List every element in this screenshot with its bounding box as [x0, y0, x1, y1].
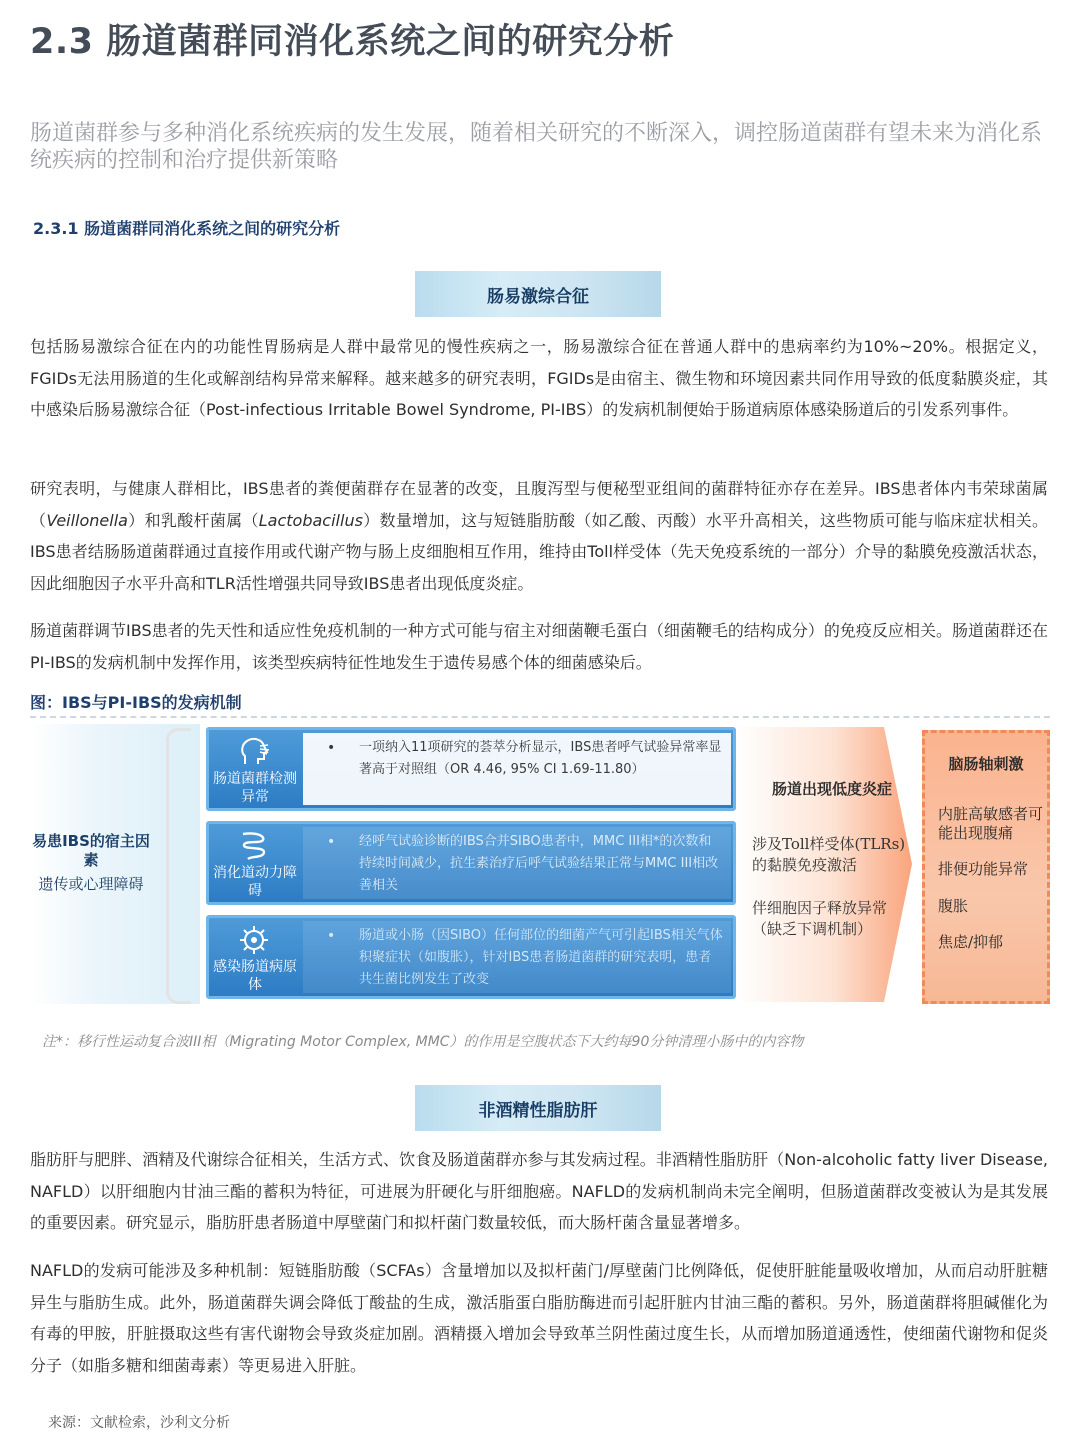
ibs-paragraph-3: 肠道菌群调节IBS患者的先天性和适应性免疫机制的一种方式可能与宿主对细菌鞭毛蛋白（细菌鞭毛的结构成分）的免疫反应相关。肠道菌群还在PI-IBS的发病机制中发挥作用，该类型疾病特征性地发生于遗传易感个体的细菌感染后。	[30, 621, 1048, 672]
intestine-icon	[237, 830, 271, 862]
nafld-paragraph-2: NAFLD的发病可能涉及多种机制：短链脂肪酸（SCFAs）含量增加以及拟杆菌门/厚壁菌门比例降低，促使肝脏能量吸收增加，从而启动肝脏糖异生与脂肪生成。此外，肠道菌群失调会降低丁酸盐的生成，激活脂蛋白脂肪酶进而引起肝脏内甘油三酯的蓄积。另外，肠道菌群将胆碱催化为有毒的甲胺，肝脏摄取这些有害代谢物会导致炎症加剧。酒精摄入增加会导致革兰阴性菌过度生长，从而增加肠道通透性，使细菌代谢物和促炎分子（如脂多糖和细菌毒素）等更易进入肝脏。	[30, 1261, 1048, 1376]
virus-icon	[237, 924, 271, 956]
card-side	[209, 730, 297, 808]
figure-caption: 图：IBS与PI-IBS的发病机制	[30, 693, 242, 712]
nafld-paragraph-1: 脂肪肝与肥胖、酒精及代谢综合征相关，生活方式、饮食及肠道菌群亦参与其发病过程。非酒精性脂肪肝（Non-alcoholic fatty liver Disease, NAFLD）以肝细胞内甘油三酯的蓄积为特征，可进展为肝硬化与肝细胞癌。NAFLD的发病机制尚未完全阐明，但肠道菌群改变被认为是其发展的重要因素。研究显示，脂肪肝患者肠道中厚壁菌门和拟杆菌门数量较低，而大肠杆菌含量显著增多。	[30, 1150, 1048, 1233]
card-side	[209, 918, 297, 996]
ibs-paragraph-2	[30, 473, 1048, 600]
ibs-paragraph-1: 包括肠易激综合征在内的功能性胃肠病是人群中最常见的慢性疾病之一，肠易激综合征在普通人群中的患病率约为10%~20%。根据定义，FGIDs无法用肠道的生化或解剖结构异常来解释。越来越多的研究表明，FGIDs是由宿主、微生物和环境因素共同作用导致的低度黏膜炎症，其中感染后肠易激综合征（Post-infectious Irritable Bowel Syndrome, PI-IBS）的发病机制便始于肠道病原体感染肠道后的引发系列事件。	[30, 337, 1048, 420]
page-subtitle: 肠道菌群参与多种消化系统疾病的发生发展，随着相关研究的不断深入，调控肠道菌群有望未来为消化系统疾病的控制和治疗提供新策略	[30, 121, 1043, 173]
card-text: • 一项纳入11项研究的荟萃分析显示，IBS患者呼气试验异常率显著高于对照组（OR 4.46, 95% CI 1.69-11.80）	[303, 733, 731, 805]
brain-gut-item: 内脏高敏感者可能出现腹痛	[938, 805, 1044, 842]
mechanism-card-motility	[206, 821, 736, 905]
figure-divider	[30, 716, 1050, 718]
section-title: 2.3.1 肠道菌群同消化系统之间的研究分析	[33, 219, 341, 238]
ibs-p2-a: 研究表明，与健康人群相比，IBS患者的粪便菌群存在显著的改变，且腹泻型与便秘型亚组间的菌群特征亦存在差异。IBS患者体内韦荣球菌属（	[30, 479, 1048, 530]
head-icon	[237, 736, 271, 768]
brain-gut-axis-box	[922, 730, 1050, 1004]
host-factor-subtitle: 遗传或心理障碍	[38, 875, 144, 893]
mechanism-card-pathogen	[206, 915, 736, 999]
mechanism-card-microbiota	[206, 727, 736, 811]
card-text: • 肠道或小肠（因SIBO）任何部位的细菌产气可引起IBS相关气体积聚症状（如腹胀），针对IBS患者肠道菌群的研究表明，患者共生菌比例发生了改变	[303, 921, 731, 993]
brain-gut-item: 腹胀	[938, 897, 969, 915]
card-label: 感染肠道病原体	[213, 959, 297, 993]
ibs-p2-c: ）数量增加，这与短链脂肪酸（如乙酸、丙酸）水平升高相关，这些物质可能与临床症状相关。IBS患者结肠肠道菌群通过直接作用或代谢产物与肠上皮细胞相互作用，维持由Toll样受体（先天免疫系统的一部分）介导的黏膜免疫激活状态，因此细胞因子水平升高和TLR活性增强共同导致IBS患者出现低度炎症。	[30, 510, 1048, 594]
bracket-connector	[166, 728, 191, 1004]
source-note: 来源：文献检索，沙利文分析	[48, 1415, 230, 1431]
brain-gut-title: 脑肠轴刺激	[948, 755, 1024, 773]
brain-gut-item: 排便功能异常	[938, 860, 1029, 878]
card-side	[209, 824, 297, 902]
inflammation-item-cytokine: 伴细胞因子释放异常（缺乏下调机制）	[752, 899, 888, 938]
page-title: 2.3 肠道菌群同消化系统之间的研究分析	[30, 22, 675, 62]
genus-veillonella: Veillonella	[46, 510, 128, 530]
host-factor-title: 易患IBS的宿主因素	[32, 832, 150, 869]
genus-lactobacillus: Lactobacillus	[258, 510, 363, 530]
nafld-banner	[415, 1085, 661, 1131]
ibs-banner-label: 肠易激综合征	[487, 286, 589, 307]
card-label: 肠道菌群检测异常	[213, 771, 297, 805]
brain-gut-item: 焦虑/抑郁	[938, 933, 1004, 951]
figure-note: 注*：移行性运动复合波III相（Migrating Motor Complex, MMC）的作用是空腹状态下大约每90分钟清理小肠中的内容物	[42, 1034, 804, 1050]
inflammation-title: 肠道出现低度炎症	[771, 780, 892, 798]
card-text: • 经呼气试验诊断的IBS合并SIBO患者中，MMC III相*的次数和持续时间减少，抗生素治疗后呼气试验结果正常与MMC III相改善相关	[303, 827, 731, 899]
card-label: 消化道动力障碍	[213, 865, 297, 899]
ibs-p2-b: ）和乳酸杆菌属（	[127, 510, 259, 530]
nafld-banner-label: 非酒精性脂肪肝	[478, 1100, 598, 1121]
inflammation-item-tlr: 涉及Toll样受体(TLRs)的黏膜免疫激活	[752, 835, 906, 874]
ibs-banner	[415, 271, 661, 317]
